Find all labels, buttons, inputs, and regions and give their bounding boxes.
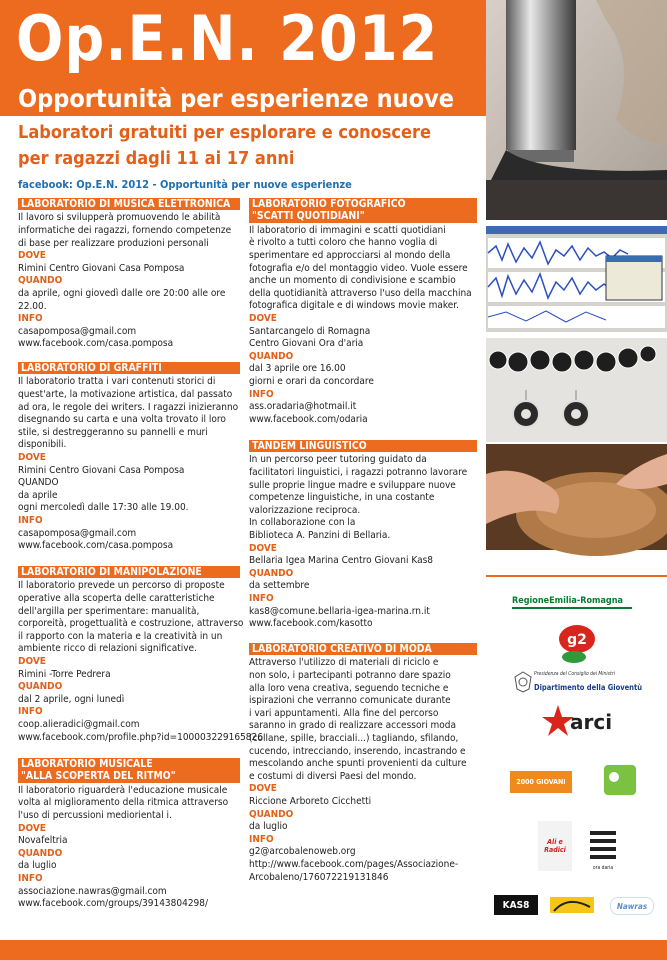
desc-line: (collane, spille, bracciali...) tagliando, sfilando, (249, 732, 459, 744)
desc-line: è rivolto a tutti coloro che hanno voglia di (249, 237, 438, 249)
desc-line: Il laboratorio tratta i vari contenuti storici di (18, 376, 216, 388)
desc-line: In un percorso peer tutoring guidato da (249, 454, 427, 466)
web-link[interactable]: www.facebook.com/odaria (249, 413, 368, 425)
email-link[interactable]: coop.alieradici@gmail.com (18, 718, 140, 730)
quando-label: QUANDO (249, 567, 294, 579)
desc-line: sulle proprie lingue madre e sviluppare nuove (249, 479, 456, 491)
tagline-line1: Laboratori gratuiti per esplorare e conoscere (18, 122, 431, 143)
quando-value: giorni e orari da concordare (249, 375, 374, 387)
quando-value: dal 3 aprile ore 16.00 (249, 363, 346, 375)
desc-line: Il laboratorio prevede un percorso di proposte (18, 580, 225, 592)
quando-value: dal 2 aprile, ogni lunedì (18, 693, 125, 705)
section-moda (249, 643, 477, 884)
desc-line: ambiente ricco di relazioni significative. (18, 643, 197, 655)
section-title: LABORATORIO DI MANIPOLAZIONE (18, 566, 240, 578)
desc-line: non solo, i partecipanti potranno dare spazio (249, 670, 451, 681)
info-label: INFO (18, 872, 43, 884)
kas8-logo: KAS8 (494, 895, 538, 915)
quando-label: QUANDO (18, 275, 63, 287)
quando-label: QUANDO (249, 808, 294, 820)
email-link[interactable]: ass.oradaria@hotmail.it (249, 401, 357, 413)
desc-line: ispirazioni che verranno comunicate durante (249, 695, 451, 707)
page-title: Op.E.N. 2012 (16, 2, 439, 75)
email-link[interactable]: kas8@comune.bellaria-igea-marina.rn.it (249, 605, 430, 617)
ali-radici-logo: Ali e Radici (538, 821, 572, 871)
facebook-link[interactable]: facebook: Op.E.N. 2012 - Opportunità per nuove esperienze (18, 178, 352, 191)
info-label: INFO (249, 833, 274, 845)
dove-label: DOVE (249, 783, 277, 795)
dove-label: DOVE (18, 655, 46, 667)
footer-bar (0, 940, 667, 960)
desc-line: disegnando su carta e una volta trovato il loro (18, 414, 226, 426)
dove-label: DOVE (249, 312, 277, 324)
web-link-cont[interactable]: Arcobaleno/176072219131846 (249, 871, 389, 883)
dove-label: DOVE (18, 250, 46, 262)
quando-label: QUANDO (18, 477, 59, 489)
section-fotografico (249, 198, 477, 426)
quando-label: QUANDO (249, 350, 294, 362)
desc-line: anche un momento di condivisione e scambio (249, 275, 456, 287)
section-title: LABORATORIO DI GRAFFITI (18, 362, 240, 374)
desc-line: Biblioteca A. Panzini di Bellaria. (249, 529, 391, 541)
dove-value: Bellaria Igea Marina Centro Giovani Kas8 (249, 555, 434, 567)
regione-logo: RegioneEmilia-Romagna (512, 595, 632, 609)
desc-line: Il lavoro si svilupperà promuovendo le abilità (18, 212, 221, 224)
desc-line: cucendo, intrecciando, inserendo, incastrando e (249, 745, 466, 757)
desc-line: l'uso di percussioni medioriental i. (18, 810, 172, 821)
green-logo (600, 761, 640, 799)
desc-line: i vari appuntamenti. Alla fine del percorso (249, 707, 439, 719)
g2-logo (552, 617, 602, 667)
desc-line: stile, si destreggeranno su pannelli e muri (18, 426, 208, 438)
info-label: INFO (18, 514, 43, 526)
desc-line: volta al miglioramento della ritmica attraverso (18, 797, 229, 809)
web-link[interactable]: http://www.facebook.com/pages/Associazione- (249, 858, 459, 870)
desc-line: disponibili. (18, 439, 67, 451)
email-link[interactable]: associazione.nawras@gmail.com (18, 885, 167, 897)
desc-line: valorizzazione reciproca. (249, 504, 361, 516)
2000-giovani-logo: 2000 GIOVANI (510, 771, 572, 793)
dove-value: Novafeltria (18, 835, 68, 847)
section-musica-elettronica (18, 198, 240, 351)
email-link[interactable]: casapomposa@gmail.com (18, 527, 137, 539)
email-link[interactable]: casapomposa@gmail.com (18, 325, 137, 337)
nawras-logo: Nawras (610, 897, 654, 915)
quando-value: da luglio (249, 821, 288, 833)
desc-line: fotografica digitale e di windows movie maker. (249, 300, 459, 312)
desc-line: saranno in grado di realizzare accessori moda (249, 720, 457, 732)
page-subtitle: Opportunità per esperienze nuove (18, 84, 455, 113)
desc-line: quest'arte, la motivazione artistica, dal passato (18, 389, 233, 400)
info-label: INFO (249, 592, 274, 604)
software-screenshot-photo (486, 226, 667, 332)
dove-label: DOVE (249, 542, 277, 554)
web-link[interactable]: www.facebook.com/groups/39143804298/ (18, 898, 209, 910)
desc-line: corporeità, progettualità e costruzione, attraverso (18, 618, 244, 630)
section-title: TANDEM LINGUISTICO (249, 440, 477, 452)
dove-value: Rimini Centro Giovani Casa Pomposa (18, 464, 185, 476)
section-tandem (249, 440, 477, 631)
section-title: LABORATORIO DI MUSICA ELETTRONICA (18, 198, 240, 210)
web-link[interactable]: www.facebook.com/casa.pomposa (18, 338, 174, 350)
quando-value: da aprile (18, 489, 58, 501)
yellow-logo (548, 893, 596, 917)
section-title-2: "SCATTI QUOTIDIANI" (249, 210, 477, 222)
dove-label: DOVE (18, 451, 46, 463)
ora-daria-text: ora daria (592, 865, 614, 871)
dove-value: Santarcangelo di Romagna (249, 325, 371, 337)
desc-line: e costumi di diversi Paesi del mondo. (249, 770, 417, 782)
web-link[interactable]: www.facebook.com/casa.pomposa (18, 540, 174, 552)
tagline-line2: per ragazzi dagli 11 ai 17 anni (18, 148, 295, 169)
quando-value: 22.00. (18, 300, 47, 312)
desc-line: il rapporto con la materia e la creatività in un (18, 630, 223, 642)
info-label: INFO (249, 388, 274, 400)
quando-label: QUANDO (18, 681, 63, 693)
desc-line: di base per realizzare produzioni personali (18, 237, 209, 249)
section-graffiti (18, 362, 240, 553)
sponsor-logos (486, 575, 667, 920)
section-title-2: "ALLA SCOPERTA DEL RITMO" (18, 770, 240, 782)
section-title: LABORATORIO FOTOGRAFICO (249, 198, 477, 210)
web-link[interactable]: www.facebook.com/kasotto (249, 618, 373, 630)
section-manipolazione (18, 566, 263, 744)
spray-can-photo (486, 0, 667, 220)
arci-logo (544, 703, 613, 741)
desc-line: sperimentare ed approcciarsi al mondo della (249, 250, 451, 261)
quando-label: QUANDO (18, 847, 63, 859)
dove-value: Riccione Arboreto Cicchetti (249, 795, 372, 807)
desc-line: Attraverso l'utilizzo di materiali di riciclo e (249, 657, 439, 669)
quando-value: ogni mercoledì dalle 17:30 alle 19.00. (18, 502, 189, 514)
quando-value: da aprile, ogni giovedì dalle ore 20:00 alle ore (18, 287, 226, 299)
dipartimento-text: Dipartimento della Gioventù (534, 682, 643, 692)
quando-value: da settembre (249, 580, 310, 592)
section-title: LABORATORIO CREATIVO DI MODA (249, 643, 477, 655)
info-label: INFO (18, 313, 43, 325)
desc-line: Il laboratorio di immagini e scatti quotidiani (249, 224, 446, 236)
desc-line: facilitatori linguistici, i ragazzi potranno lavorare (249, 467, 468, 478)
dove-label: DOVE (18, 822, 46, 834)
desc-line: mescolando anche spunti provenienti da culture (249, 758, 467, 770)
emblem-icon (514, 671, 532, 693)
desc-line: Il laboratorio riguarderà l'educazione musicale (18, 784, 228, 796)
quando-value: da luglio (18, 860, 57, 872)
web-link[interactable]: www.facebook.com/profile.php?id=100003229165826 (18, 731, 263, 743)
desc-line: operative alla scoperta delle caratteristiche (18, 593, 215, 604)
section-musicale (18, 758, 240, 911)
svg-text:g2: g2 (567, 632, 587, 648)
desc-line: ad ora, le regole dei writers. I ragazzi inizieranno (18, 401, 239, 413)
clay-hands-photo (486, 444, 667, 550)
email-link[interactable]: g2@arcobalenoweb.org (249, 846, 356, 858)
dove-value: Rimini Centro Giovani Casa Pomposa (18, 262, 185, 274)
desc-line: fotografia e/o del montaggio video. Vuole essere (249, 262, 468, 274)
presidenza-text: Presidenza del Consiglio dei Ministri (534, 671, 615, 677)
desc-line: della quotidianità attraverso l'uso della macchina (249, 287, 472, 299)
info-label: INFO (18, 706, 43, 718)
section-title: LABORATORIO MUSICALE (18, 758, 240, 770)
desc-line: In collaborazione con la (249, 517, 356, 529)
desc-line: informatiche dei ragazzi, fornendo competenze (18, 225, 232, 236)
jewelry-photo (486, 338, 667, 442)
side-credits (655, 610, 667, 670)
svg-text:arci: arci (570, 710, 613, 734)
dove-value: Rimini -Torre Pedrera (18, 668, 111, 680)
ora-daria-logo (586, 823, 620, 871)
desc-line: competenze linguistiche, in una costante (249, 492, 435, 504)
desc-line: dell'argilla per sperimentare: manualità, (18, 605, 200, 617)
dove-value: Centro Giovani Ora d'aria (249, 338, 364, 350)
desc-line: alla loro vena creativa, seguendo tecniche e (249, 682, 449, 694)
